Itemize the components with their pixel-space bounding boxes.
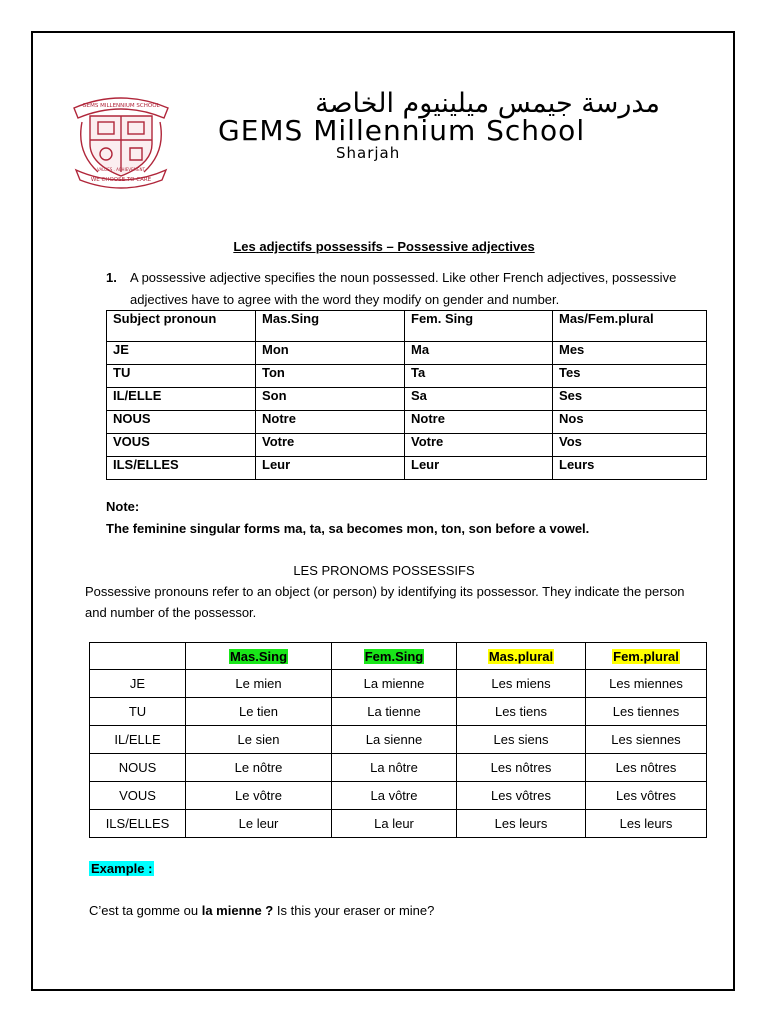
table-cell: Les vôtres	[586, 782, 707, 810]
school-name: GEMS Millennium School	[218, 114, 586, 147]
table-cell: Ton	[256, 365, 405, 388]
table-cell: NOUS	[107, 411, 256, 434]
table-cell: La nôtre	[332, 754, 457, 782]
example-part1: C’est ta gomme ou	[89, 903, 202, 918]
table-cell: TU	[90, 698, 186, 726]
table-cell: ILS/ELLES	[107, 457, 256, 480]
item-text: A possessive adjective specifies the noun possessed. Like other French adjectives, possessive adjectives have to agree with the word they modify on gender and number.	[130, 270, 677, 307]
table-cell: Leur	[256, 457, 405, 480]
table-header-row	[107, 311, 707, 342]
table-cell: Notre	[256, 411, 405, 434]
item-number: 1.	[106, 270, 117, 285]
school-crest-logo	[68, 92, 174, 190]
table-row	[90, 670, 707, 698]
table-cell: VOUS	[107, 434, 256, 457]
table-cell: Le vôtre	[186, 782, 332, 810]
table-cell: NOUS	[90, 754, 186, 782]
table-cell: Son	[256, 388, 405, 411]
possessive-adjectives-table	[106, 310, 707, 480]
table-cell: JE	[107, 342, 256, 365]
table-header-cell	[90, 643, 186, 670]
table-row	[90, 782, 707, 810]
logo-top-banner: GEMS MILLENNIUM SCHOOL	[82, 103, 160, 109]
table-cell: Les nôtres	[457, 754, 586, 782]
table-cell: Leurs	[553, 457, 707, 480]
table-cell: VOUS	[90, 782, 186, 810]
table-cell: La vôtre	[332, 782, 457, 810]
example-label: Example :	[91, 861, 153, 876]
table-cell: Le tien	[186, 698, 332, 726]
table-cell: Ma	[405, 342, 553, 365]
table-header-cell	[332, 643, 457, 670]
header-fem-sing: Fem.Sing	[364, 648, 424, 664]
table-header-cell	[586, 643, 707, 670]
note-text: The feminine singular forms ma, ta, sa becomes mon, ton, son before a vowel.	[106, 521, 590, 536]
table-cell: La leur	[332, 810, 457, 838]
school-city: Sharjah	[336, 144, 401, 162]
section2-paragraph: Possessive pronouns refer to an object (or person) by identifying its possessor. They indicate the person and number of the possessor.	[85, 584, 685, 620]
table-cell: Les siennes	[586, 726, 707, 754]
school-name-arabic: مدرسة جيمس ميلينيوم الخاصة	[315, 88, 660, 119]
table-cell: IL/ELLE	[90, 726, 186, 754]
table-row	[107, 365, 707, 388]
example-bold: la mienne ?	[201, 903, 274, 918]
table-cell: Les siens	[457, 726, 586, 754]
table-cell: La tienne	[332, 698, 457, 726]
table-cell: IL/ELLE	[107, 388, 256, 411]
logo-side-text: VALUES . ACHIEVEMENT	[97, 167, 145, 172]
example-sentence	[89, 903, 434, 918]
table-cell: Les tiens	[457, 698, 586, 726]
table-header-cell	[186, 643, 332, 670]
table-cell: Le leur	[186, 810, 332, 838]
table-cell: Votre	[256, 434, 405, 457]
logo-motto: WE CHOOSE TO CARE	[90, 177, 152, 183]
table-header-row	[90, 643, 707, 670]
table-cell: Le sien	[186, 726, 332, 754]
table-cell: Ses	[553, 388, 707, 411]
table-cell: Votre	[405, 434, 553, 457]
table-cell: Les leurs	[586, 810, 707, 838]
table-cell: JE	[90, 670, 186, 698]
table-cell: Le mien	[186, 670, 332, 698]
table-cell: Les miennes	[586, 670, 707, 698]
table-cell: Notre	[405, 411, 553, 434]
table-row	[90, 754, 707, 782]
table-cell: ILS/ELLES	[90, 810, 186, 838]
table-cell: Les vôtres	[457, 782, 586, 810]
table-row	[107, 342, 707, 365]
table-cell: Vos	[553, 434, 707, 457]
table-cell: Mon	[256, 342, 405, 365]
table-row	[90, 726, 707, 754]
table-row	[107, 411, 707, 434]
table-cell: Tes	[553, 365, 707, 388]
table-header-cell: Subject pronoun	[107, 311, 256, 342]
table-cell: La mienne	[332, 670, 457, 698]
header-fem-plural: Fem.plural	[613, 648, 679, 664]
table-cell: Ta	[405, 365, 553, 388]
table-cell: Mes	[553, 342, 707, 365]
example-part2: Is this your eraser or mine?	[273, 903, 435, 918]
table-row	[107, 434, 707, 457]
table-header-cell: Mas.Sing	[256, 311, 405, 342]
table-row	[107, 388, 707, 411]
table-header-cell: Mas/Fem.plural	[553, 311, 707, 342]
table-cell: TU	[107, 365, 256, 388]
table-cell: Les leurs	[457, 810, 586, 838]
table-row	[90, 698, 707, 726]
table-header-cell	[457, 643, 586, 670]
table-cell: Sa	[405, 388, 553, 411]
table-cell: Nos	[553, 411, 707, 434]
section2-title: LES PRONOMS POSSESSIFS	[293, 563, 475, 578]
table-cell: La sienne	[332, 726, 457, 754]
table-row	[107, 457, 707, 480]
header-mas-plural: Mas.plural	[488, 648, 554, 664]
table-cell: Le nôtre	[186, 754, 332, 782]
table-row	[90, 810, 707, 838]
table-cell: Les tiennes	[586, 698, 707, 726]
section1-title: Les adjectifs possessifs – Possessive adjectives	[233, 239, 535, 254]
note-label: Note:	[106, 499, 140, 514]
possessive-pronouns-table	[89, 642, 707, 838]
table-header-cell: Fem. Sing	[405, 311, 553, 342]
table-cell: Les miens	[457, 670, 586, 698]
table-cell: Leur	[405, 457, 553, 480]
numbered-item	[106, 267, 706, 311]
header-mas-sing: Mas.Sing	[229, 648, 288, 664]
table-cell: Les nôtres	[586, 754, 707, 782]
